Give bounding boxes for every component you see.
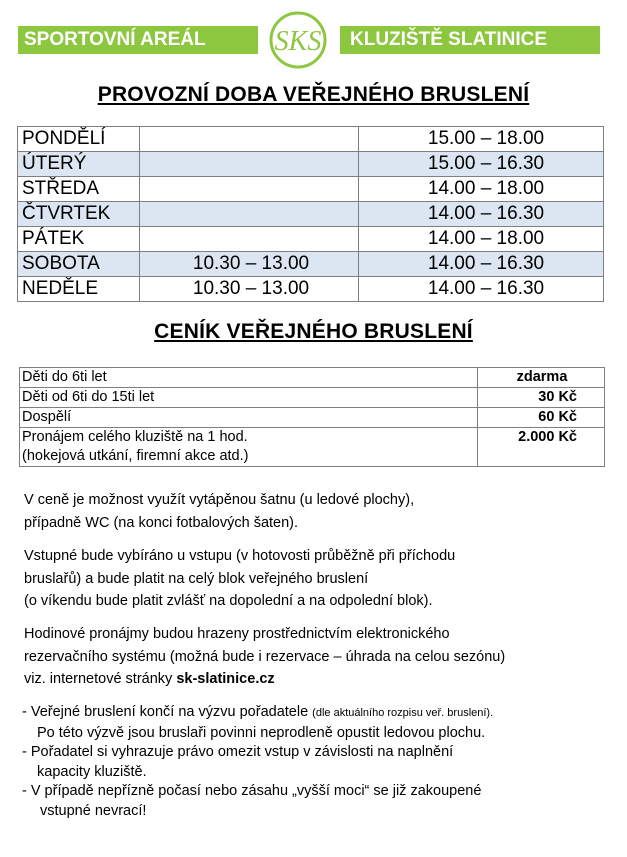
note-small-text: (dle aktuálního rozpisu veř. bruslení).	[312, 707, 494, 719]
afternoon-cell: 14.00 – 18.00	[359, 227, 604, 252]
text-line: V ceně je možnost využít vytápěnou šatnu (u ledové plochy),	[24, 492, 415, 508]
day-cell: ÚTERÝ	[18, 152, 140, 177]
text-line: bruslařů) a bude platit na celý blok veřejného bruslení	[24, 570, 369, 587]
info-paragraph	[24, 623, 614, 691]
schedule-table	[17, 126, 604, 302]
header-left-banner	[18, 26, 258, 54]
table-row	[20, 408, 605, 428]
text-line: Vstupné bude vybíráno u vstupu (v hotovosti průběžně při příchodu	[24, 548, 456, 564]
price-value: 60 Kč	[478, 408, 605, 428]
website-link: sk-slatinice.cz	[176, 671, 275, 687]
morning-cell	[140, 127, 359, 152]
price-label-multiline	[20, 428, 478, 467]
table-row	[18, 277, 604, 302]
price-label: Děti od 6ti do 15ti let	[20, 388, 478, 408]
sks-logo	[268, 10, 328, 70]
note-line: Po této výzvě jsou bruslaři povinni neprodleně opustit ledovou plochu.	[37, 724, 486, 741]
banner-left-text: SPORTOVNÍ AREÁL	[24, 29, 206, 50]
header-right-banner	[340, 26, 600, 54]
table-row	[18, 127, 604, 152]
note-line: - Pořadatel si vyhrazuje právo omezit vstup v závislosti na naplnění	[22, 744, 454, 760]
day-cell: STŘEDA	[18, 177, 140, 202]
text-line	[24, 668, 614, 691]
note-line: kapacity kluziště.	[37, 763, 147, 780]
price-label: Děti do 6ti let	[20, 368, 478, 388]
morning-cell	[140, 177, 359, 202]
price-label-line: (hokejová utkání, firemní akce atd.)	[22, 448, 249, 464]
afternoon-cell: 14.00 – 16.30	[359, 202, 604, 227]
text-line: rezervačního systému (možná bude i rezervace – úhrada na celou sezónu)	[24, 648, 506, 665]
pricing-table	[19, 367, 605, 467]
table-row	[18, 202, 604, 227]
day-cell: PÁTEK	[18, 227, 140, 252]
table-row	[20, 368, 605, 388]
afternoon-cell: 15.00 – 16.30	[359, 152, 604, 177]
info-paragraph	[24, 545, 614, 613]
table-row	[20, 388, 605, 408]
logo-text: SKS	[274, 26, 322, 57]
notes-list	[22, 703, 612, 821]
day-cell: PONDĚLÍ	[18, 127, 140, 152]
morning-cell	[140, 202, 359, 227]
table-row	[18, 177, 604, 202]
day-cell: SOBOTA	[18, 252, 140, 277]
afternoon-cell: 14.00 – 16.30	[359, 277, 604, 302]
table-row	[18, 227, 604, 252]
table-row	[20, 428, 605, 467]
text-line: (o víkendu bude platit zvlášť na dopolední a na odpolední blok).	[24, 593, 433, 609]
note-line: vstupné nevrací!	[40, 802, 147, 819]
pricing-title: CENÍK VEŘEJNÉHO BRUSLENÍ	[154, 320, 473, 343]
morning-cell	[140, 152, 359, 177]
afternoon-cell: 14.00 – 16.30	[359, 252, 604, 277]
morning-cell: 10.30 – 13.00	[140, 252, 359, 277]
banner-right-text: KLUZIŠTĚ SLATINICE	[350, 29, 548, 50]
price-value: 30 Kč	[478, 388, 605, 408]
text-line: Hodinové pronájmy budou hrazeny prostřednictvím elektronického	[24, 626, 450, 642]
morning-cell: 10.30 – 13.00	[140, 277, 359, 302]
price-value: zdarma	[478, 368, 605, 388]
text-fragment: viz. internetové stránky	[24, 671, 177, 687]
note-line	[22, 703, 612, 724]
schedule-title: PROVOZNÍ DOBA VEŘEJNÉHO BRUSLENÍ	[97, 83, 530, 106]
note-text: - Veřejné bruslení končí na výzvu pořadatele	[22, 704, 313, 720]
price-label-line: Pronájem celého kluziště na 1 hod.	[22, 429, 248, 445]
afternoon-cell: 15.00 – 18.00	[359, 127, 604, 152]
price-value: 2.000 Kč	[478, 428, 605, 467]
price-label: Dospělí	[20, 408, 478, 428]
table-row	[18, 252, 604, 277]
info-paragraph	[24, 489, 614, 534]
morning-cell	[140, 227, 359, 252]
afternoon-cell: 14.00 – 18.00	[359, 177, 604, 202]
text-line: případně WC (na konci fotbalových šaten).	[24, 514, 299, 531]
day-cell: ČTVRTEK	[18, 202, 140, 227]
day-cell: NEDĚLE	[18, 277, 140, 302]
table-row	[18, 152, 604, 177]
note-line: - V případě nepřízně počasí nebo zásahu „vyšší moci“ se již zakoupené	[22, 783, 482, 799]
